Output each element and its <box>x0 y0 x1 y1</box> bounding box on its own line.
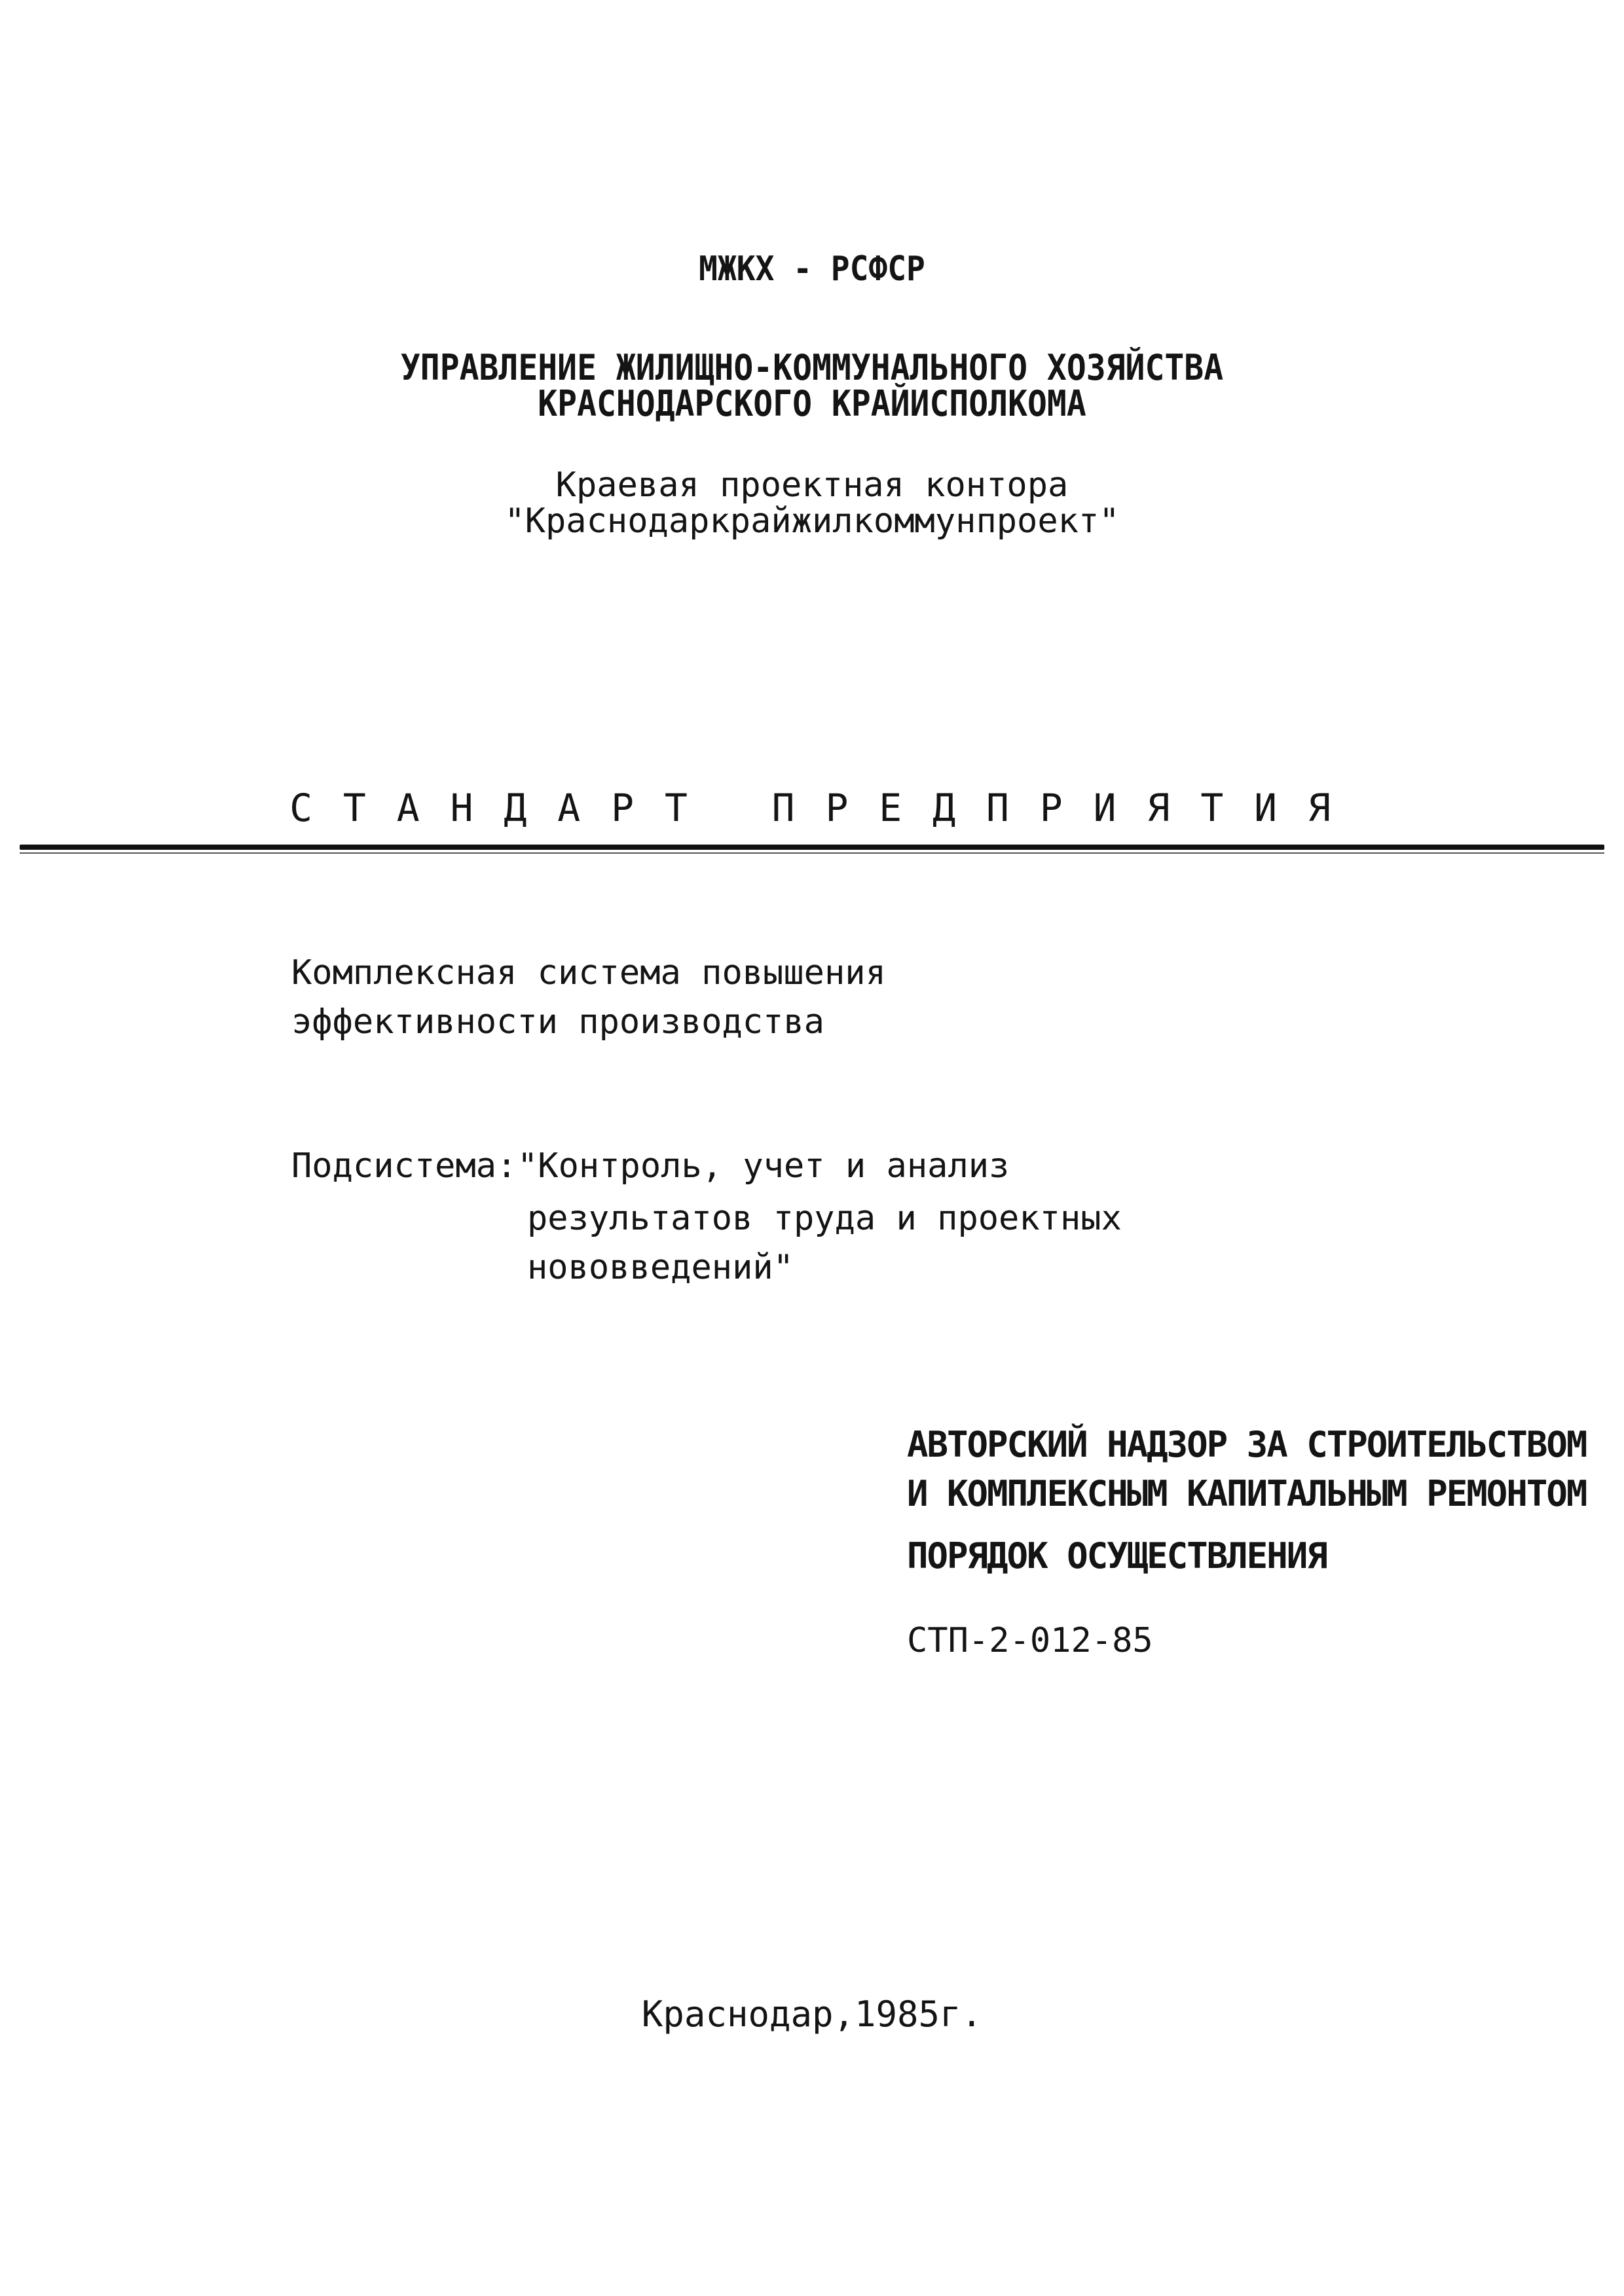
heading-rule <box>20 845 1604 850</box>
subsystem-line2: результатов труда и проектных <box>527 1199 1122 1238</box>
office-name-line2: "Краснодаркрайжилкоммунпроект" <box>504 501 1120 541</box>
system-line1: Комплексная система повышения <box>291 953 886 993</box>
document-code: СТП-2-012-85 <box>907 1621 1153 1660</box>
place-year: Краснодар,1985г. <box>641 1994 983 2035</box>
department-title-line2: КРАСНОДАРСКОГО КРАЙИСПОЛКОМА <box>538 383 1086 424</box>
document-title-line2: И КОМПЛЕКСНЫМ КАПИТАЛЬНЫМ РЕМОНТОМ <box>907 1473 1587 1514</box>
office-name-line1: Краевая проектная контора <box>555 465 1069 505</box>
subsystem-line3: нововведений" <box>527 1248 794 1287</box>
subsystem-line1: "Контроль, учет и анализ <box>517 1146 1010 1186</box>
document-title-line1: АВТОРСКИЙ НАДЗОР ЗА СТРОИТЕЛЬСТВОМ <box>907 1424 1587 1465</box>
heading-rule-thin <box>20 852 1604 854</box>
department-title-line1: УПРАВЛЕНИЕ ЖИЛИЩНО-КОММУНАЛЬНОГО ХОЗЯЙСТВА <box>400 347 1224 388</box>
ministry-title: МЖКХ - РСФСР <box>699 249 925 289</box>
system-line2: эффективности производства <box>291 1002 824 1042</box>
subsystem-label: Подсистема: <box>291 1146 517 1186</box>
document-subtitle: ПОРЯДОК ОСУЩЕСТВЛЕНИЯ <box>907 1535 1327 1576</box>
standard-heading: С Т А Н Д А Р Т П Р Е Д П Р И Я Т И Я <box>289 786 1335 830</box>
